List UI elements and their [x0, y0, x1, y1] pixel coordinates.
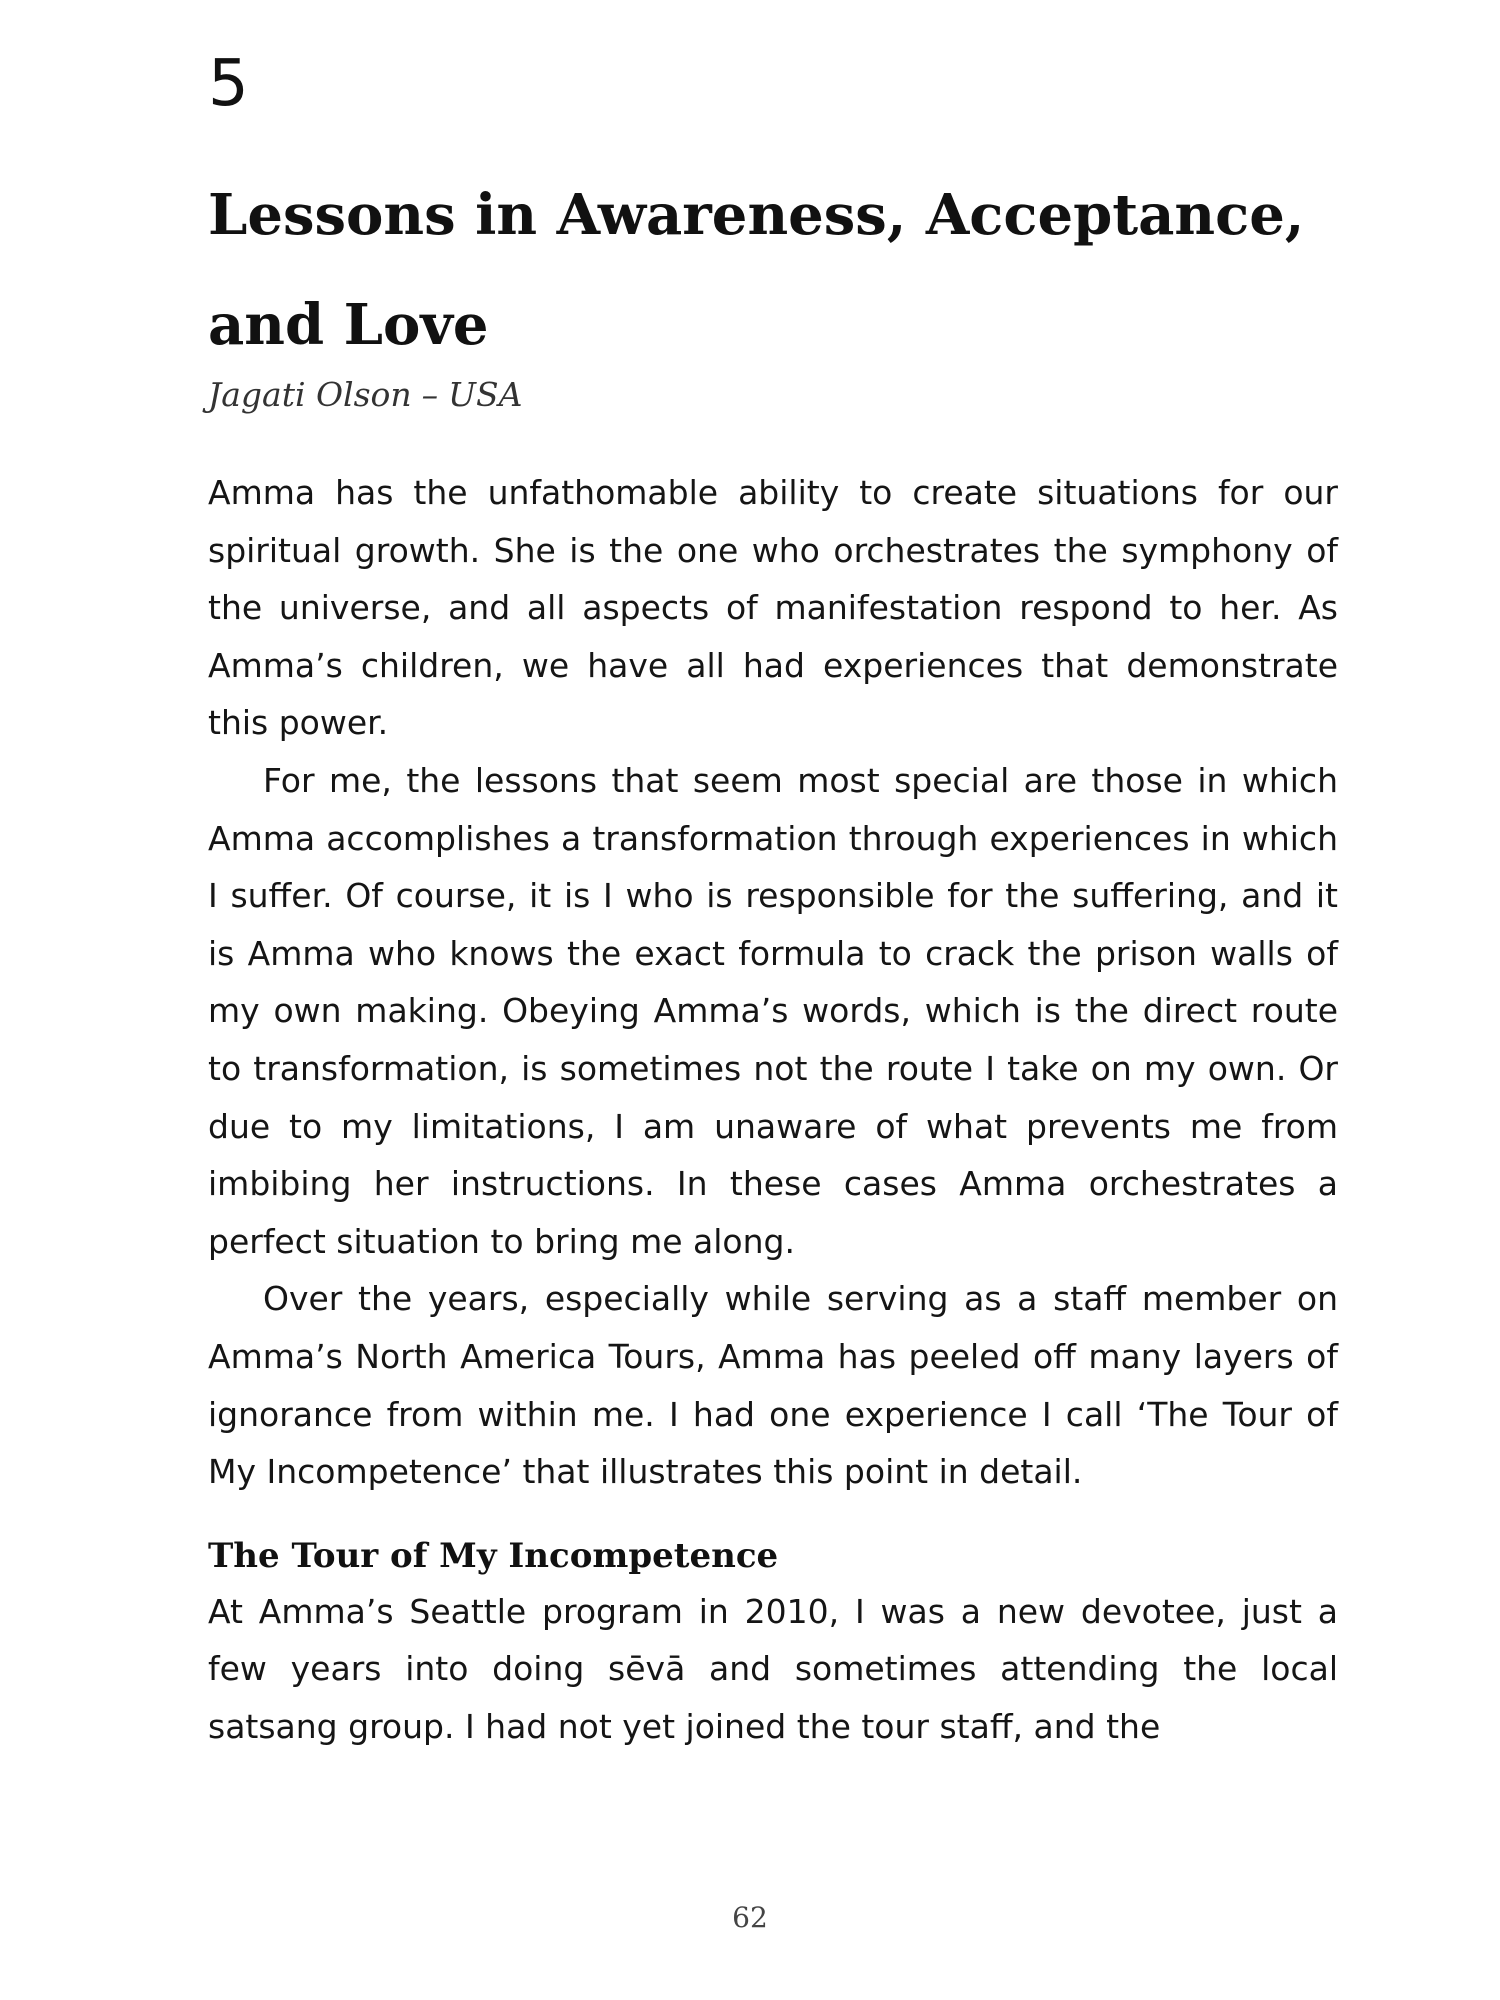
chapter-number: 5	[208, 47, 249, 121]
author-name: Jagati Olson	[208, 375, 412, 414]
page-number: 62	[732, 1901, 768, 1934]
body-paragraph: Over the years, especially while serving as a staff member on Amma’s North America Tours, Amma has peeled off many layers of ignorance from within me. I had one experience I call ‘The Tour of My Incompetence’ that illustrates this point in detail.	[208, 1279, 1338, 1492]
body-paragraph: Amma has the unfathomable ability to create situations for our spiritual growth. She is the one who orchestrates the symphony of the universe, and all aspects of manifestation respond to her. As Amma’s children, we have all had experiences that demonstrate this power.	[208, 473, 1338, 743]
chapter-body	[208, 464, 1338, 1755]
author-separator: –	[421, 375, 439, 414]
author-country: USA	[448, 375, 523, 414]
author-line	[208, 370, 522, 420]
section-heading: The Tour of My Incompetence	[208, 1535, 779, 1576]
body-paragraph: For me, the lessons that seem most special are those in which Amma accomplishes a transformation through experiences in which I suffer. Of course, it is I who is responsible for the suffering, and it is Amma who knows the exact formula to crack the prison walls of my own making. Obeying Amma’s words, which is the direct route to transformation, is sometimes not the route I take on my own. Or due to my limitations, I am unaware of what prevents me from imbibing her instructions. In these cases Amma orchestrates a perfect situation to bring me along.	[208, 760, 1338, 1261]
section-paragraph: At Amma’s Seattle program in 2010, I was a new devotee, just a few years into doing sēvā and sometimes attending the local satsang group. I had not yet joined the tour staff, and the	[208, 1591, 1338, 1746]
chapter-title: Lessons in Awareness, Acceptance, and Love	[208, 182, 1305, 358]
